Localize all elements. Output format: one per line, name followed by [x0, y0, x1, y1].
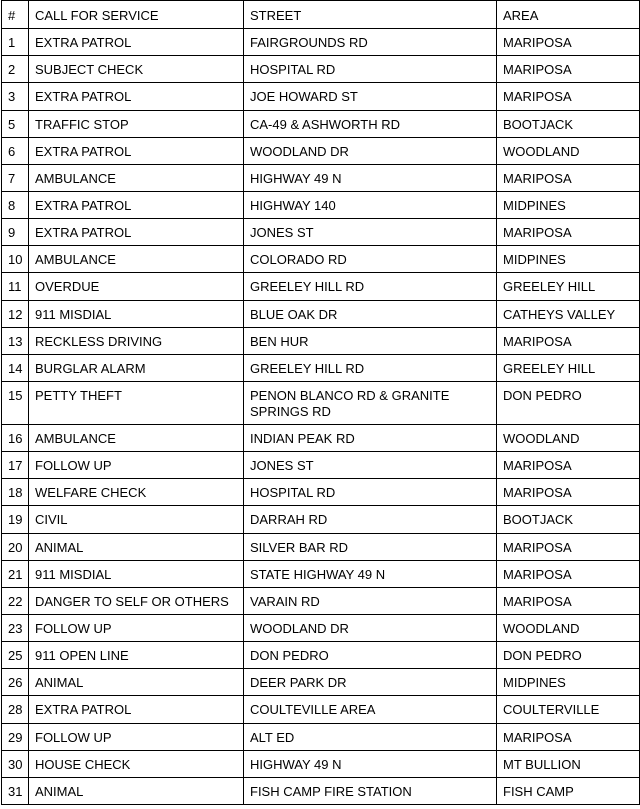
cell-call-for-service: SUBJECT CHECK [29, 56, 244, 83]
table-row [2, 424, 640, 451]
table-row [2, 452, 640, 479]
cell-number: 21 [2, 560, 29, 587]
cell-area: FISH CAMP [497, 777, 640, 804]
cell-street: PENON BLANCO RD & GRANITE SPRINGS RD [244, 381, 497, 424]
cell-call-for-service: RECKLESS DRIVING [29, 327, 244, 354]
cell-number: 9 [2, 219, 29, 246]
cell-number: 23 [2, 614, 29, 641]
cell-call-for-service: EXTRA PATROL [29, 83, 244, 110]
cell-area: MT BULLION [497, 750, 640, 777]
table-row [2, 56, 640, 83]
header-row [2, 1, 640, 29]
cell-number: 12 [2, 300, 29, 327]
cell-area: DON PEDRO [497, 381, 640, 424]
table-row [2, 777, 640, 804]
cell-area: MARIPOSA [497, 587, 640, 614]
cell-street: HOSPITAL RD [244, 56, 497, 83]
cell-street: DON PEDRO [244, 642, 497, 669]
cell-number: 11 [2, 273, 29, 300]
cell-street: GREELEY HILL RD [244, 273, 497, 300]
cell-street: JONES ST [244, 452, 497, 479]
call-log-table [1, 0, 640, 805]
cell-number: 10 [2, 246, 29, 273]
cell-area: BOOTJACK [497, 506, 640, 533]
table-row [2, 614, 640, 641]
cell-street: JONES ST [244, 219, 497, 246]
cell-call-for-service: AMBULANCE [29, 246, 244, 273]
table-header [2, 1, 640, 29]
cell-street: HIGHWAY 49 N [244, 164, 497, 191]
table-row [2, 300, 640, 327]
cell-area: CATHEYS VALLEY [497, 300, 640, 327]
table-row [2, 191, 640, 218]
cell-street: DEER PARK DR [244, 669, 497, 696]
cell-call-for-service: WELFARE CHECK [29, 479, 244, 506]
cell-call-for-service: ANIMAL [29, 533, 244, 560]
cell-call-for-service: EXTRA PATROL [29, 191, 244, 218]
cell-area: MARIPOSA [497, 29, 640, 56]
cell-call-for-service: BURGLAR ALARM [29, 354, 244, 381]
cell-street: BEN HUR [244, 327, 497, 354]
cell-call-for-service: 911 OPEN LINE [29, 642, 244, 669]
cell-call-for-service: EXTRA PATROL [29, 219, 244, 246]
cell-number: 8 [2, 191, 29, 218]
cell-number: 15 [2, 381, 29, 424]
cell-call-for-service: EXTRA PATROL [29, 29, 244, 56]
cell-street: DARRAH RD [244, 506, 497, 533]
cell-area: MIDPINES [497, 246, 640, 273]
cell-call-for-service: ANIMAL [29, 777, 244, 804]
table-row [2, 696, 640, 723]
cell-area: MARIPOSA [497, 83, 640, 110]
cell-street: INDIAN PEAK RD [244, 424, 497, 451]
cell-call-for-service: 911 MISDIAL [29, 560, 244, 587]
cell-area: MARIPOSA [497, 723, 640, 750]
table-row [2, 479, 640, 506]
table-row [2, 750, 640, 777]
cell-number: 18 [2, 479, 29, 506]
cell-call-for-service: PETTY THEFT [29, 381, 244, 424]
cell-area: MARIPOSA [497, 327, 640, 354]
cell-area: MIDPINES [497, 669, 640, 696]
cell-number: 5 [2, 110, 29, 137]
cell-call-for-service: FOLLOW UP [29, 452, 244, 479]
cell-street: HOSPITAL RD [244, 479, 497, 506]
cell-area: DON PEDRO [497, 642, 640, 669]
cell-street: FISH CAMP FIRE STATION [244, 777, 497, 804]
cell-street: WOODLAND DR [244, 137, 497, 164]
header-number: # [2, 1, 29, 29]
cell-number: 3 [2, 83, 29, 110]
cell-street: FAIRGROUNDS RD [244, 29, 497, 56]
cell-street: JOE HOWARD ST [244, 83, 497, 110]
cell-area: MARIPOSA [497, 533, 640, 560]
cell-call-for-service: AMBULANCE [29, 164, 244, 191]
cell-call-for-service: CIVIL [29, 506, 244, 533]
cell-call-for-service: 911 MISDIAL [29, 300, 244, 327]
cell-area: GREELEY HILL [497, 354, 640, 381]
table-row [2, 723, 640, 750]
cell-area: WOODLAND [497, 137, 640, 164]
cell-street: HIGHWAY 140 [244, 191, 497, 218]
cell-call-for-service: HOUSE CHECK [29, 750, 244, 777]
cell-street: WOODLAND DR [244, 614, 497, 641]
cell-street: GREELEY HILL RD [244, 354, 497, 381]
cell-area: MARIPOSA [497, 452, 640, 479]
cell-number: 26 [2, 669, 29, 696]
header-call-for-service: CALL FOR SERVICE [29, 1, 244, 29]
table-row [2, 219, 640, 246]
cell-number: 25 [2, 642, 29, 669]
cell-number: 14 [2, 354, 29, 381]
cell-area: MIDPINES [497, 191, 640, 218]
cell-area: COULTERVILLE [497, 696, 640, 723]
cell-street: SILVER BAR RD [244, 533, 497, 560]
cell-street: CA-49 & ASHWORTH RD [244, 110, 497, 137]
cell-number: 19 [2, 506, 29, 533]
table-row [2, 273, 640, 300]
table-row [2, 246, 640, 273]
cell-number: 29 [2, 723, 29, 750]
cell-number: 28 [2, 696, 29, 723]
cell-call-for-service: EXTRA PATROL [29, 696, 244, 723]
cell-number: 6 [2, 137, 29, 164]
cell-area: WOODLAND [497, 614, 640, 641]
table-row [2, 83, 640, 110]
cell-street: COULTEVILLE AREA [244, 696, 497, 723]
cell-area: MARIPOSA [497, 560, 640, 587]
cell-call-for-service: TRAFFIC STOP [29, 110, 244, 137]
cell-number: 22 [2, 587, 29, 614]
cell-area: MARIPOSA [497, 219, 640, 246]
table-row [2, 137, 640, 164]
cell-number: 30 [2, 750, 29, 777]
cell-call-for-service: OVERDUE [29, 273, 244, 300]
table-row [2, 669, 640, 696]
cell-call-for-service: FOLLOW UP [29, 723, 244, 750]
cell-street: HIGHWAY 49 N [244, 750, 497, 777]
cell-area: BOOTJACK [497, 110, 640, 137]
table-row [2, 587, 640, 614]
cell-area: GREELEY HILL [497, 273, 640, 300]
table-row [2, 164, 640, 191]
cell-area: MARIPOSA [497, 164, 640, 191]
table-row [2, 560, 640, 587]
cell-number: 16 [2, 424, 29, 451]
cell-number: 7 [2, 164, 29, 191]
cell-number: 1 [2, 29, 29, 56]
table-row [2, 110, 640, 137]
table-row [2, 642, 640, 669]
cell-area: MARIPOSA [497, 479, 640, 506]
cell-number: 31 [2, 777, 29, 804]
table-row [2, 533, 640, 560]
cell-number: 20 [2, 533, 29, 560]
cell-area: WOODLAND [497, 424, 640, 451]
header-street: STREET [244, 1, 497, 29]
cell-call-for-service: DANGER TO SELF OR OTHERS [29, 587, 244, 614]
cell-street: VARAIN RD [244, 587, 497, 614]
cell-street: STATE HIGHWAY 49 N [244, 560, 497, 587]
cell-call-for-service: EXTRA PATROL [29, 137, 244, 164]
cell-call-for-service: ANIMAL [29, 669, 244, 696]
cell-number: 13 [2, 327, 29, 354]
cell-area: MARIPOSA [497, 56, 640, 83]
cell-street: ALT ED [244, 723, 497, 750]
cell-number: 2 [2, 56, 29, 83]
cell-street: COLORADO RD [244, 246, 497, 273]
table-row [2, 354, 640, 381]
header-area: AREA [497, 1, 640, 29]
table-row [2, 381, 640, 424]
table-body [2, 29, 640, 805]
cell-call-for-service: AMBULANCE [29, 424, 244, 451]
table-row [2, 506, 640, 533]
table-row [2, 327, 640, 354]
cell-call-for-service: FOLLOW UP [29, 614, 244, 641]
cell-number: 17 [2, 452, 29, 479]
cell-street: BLUE OAK DR [244, 300, 497, 327]
table-row [2, 29, 640, 56]
